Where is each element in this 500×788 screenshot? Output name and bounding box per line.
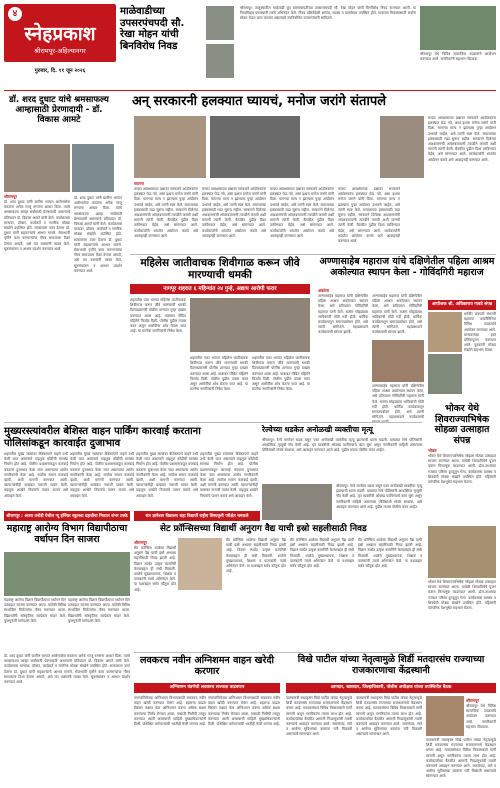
- left-story-headline: डॉ. शरद दुधाट यांचे श्रमसाफल्य आम्हासाठी प्रेरणादायी - डॉ. विकास आमटे: [9, 95, 109, 125]
- lead-story-body-col4: मराठा आरक्षणाच्या प्रश्नावर सरकारने आंदोलकांना हलक्यात घेऊ नये, असा इशारा मनोज जरांगे यांनी दिला. मागण्या मान्य न झाल्यास पुन्हा आंदोलन उभारले जाईल, असे त्यांनी स्पष्ट केले. समाजाच्या हक्कासाठी लढा सुरूच राहील. सरकारने दिलेल्या आश्वासनांची अंमलबजावणी तातडीने करावी अशी मागणी त्यांनी केली. बैठकीत पुढील दिशा ठरविण्यात येईल, असे सांगण्यात आले. कार्यकर्त्यांनी शांततेत आंदोलन करावे असे आवाहनही करण्यात आले.: [338, 187, 400, 244]
- health-headline: महाराष्ट्र आरोग्य विभाग विद्यापीठाचा वर्धापन दिन साजरा: [6, 523, 128, 545]
- railway-body: श्रीरामपूर: रेल्वे मार्गावर धडक बसून एका अनोळखी व्यक्तीचा मृत्यू झाल्याची घटना घडली. याबाबत रेल्वे पोलिसांनी आकस्मिक मृत्यूची नोंद केली आहे. मृत व्यक्तीची ओळख पटविण्याचे काम सुरू असून नागरिकांनी माहिती असल्यास पोलिसांशी संपर्क साधावा, असे आवाहन करण्यात आले आहे. पुढील तपास पोलीस करत आहेत.: [262, 438, 422, 453]
- mid-right-body-col3: अण्णासाहेब महाराज यांनी दक्षिणेतील पहिला आश्रम अकोल्यात स्थापन केला, असे प्रतिपादन गोविंदगिरी महाराज यांनी केले. सत्संग सोहळ्यास भाविकांची मोठी गर्दी होती. धार्मिक कार्यक्रमातून समाजप्रबोधन होते, असे त्यांनी सांगितले. महाप्रसादाने कार्यक्रमाची: [372, 384, 424, 420]
- left-story-dateline: श्रीरामपूर: [4, 194, 17, 199]
- student-body-col3: सेंट फ्रॉन्सिस शाळेचा विद्यार्थी अनुराग वैद्य याची इस्रो अभ्यास सहलीसाठी निवड झाली आहे. विज्ञान स्पर्धेत उत्कृष्ट कामगिरी केल्याबद्दल ही संधी मिळाली. शाळेचे मुख्याध्यापक, शिक्षक व पालकांनी त्याचे अभिनंदन केले. या यशाबद्दल सर्वत्र कौतुक होत आहे.: [290, 538, 354, 569]
- mid-right-photo: [372, 340, 424, 382]
- mid-right-headline: अण्णासाहेब महाराज यांचे दक्षिणेतील पहिला आश्रम अकोल्यात स्थापन केला - गोविंदगिरी महाराज: [319, 256, 495, 278]
- lead-story-body-col5: मराठा आरक्षणाच्या प्रश्नावर सरकारने आंदोलकांना हलक्यात घेऊ नये, असा इशारा मनोज जरांगे यांनी दिला. मागण्या मान्य न झाल्यास पुन्हा आंदोलन उभारले जाईल, असे त्यांनी स्पष्ट केले. समाजाच्या हक्कासाठी लढा सुरूच राहील. सरकारने दिलेल्या आश्वासनांची अंमलबजावणी तातडीने करावी अशी मागणी त्यांनी केली. बैठकीत पुढील दिशा ठरविण्यात येईल, असे सांगण्यात आले. कार्यकर्त्यांनी शांततेत आंदोलन करावे असे आवाहनही करण्यात आले.: [428, 116, 496, 162]
- student-dateline: श्रीरामपूर: [134, 540, 147, 545]
- ear-photo-group: [420, 6, 496, 50]
- health-body-2: महाराष्ट्र आरोग्य विज्ञान विद्यापीठाचा वर्धापन दिन उत्साहात साजरा करण्यात आला. यावेळी विविध स्पर्धांतील विजेत्यांचा गौरव करण्यात आला. विद्यार्थ्यांनी सांस्कृतिक कार्यक्रम सादर केले. कुलगुरूंनी मार्गदर्शन केले.: [68, 598, 130, 623]
- right-column-body: धर्मवीर छत्रपती संभाजी महाराज जयंतीनिमित्त विविध उपक्रमांचे आयोजन करण्यात आले. मान्यवरांच्या हस्ते प्रतिमापूजन करण्यात आले. युवकांनी मोठ्या संख्येने सहभाग घेतला.: [464, 312, 496, 353]
- mid-left-headline: महिलेस जातीवाचक शिवीगाळ करून जीवे मारण्याची धमकी: [140, 257, 300, 282]
- left-story-body: डॉ. शरद दुधाट यांनी ग्रामीण भागात आरोग्यसेवा करताना अनेक गरजू रुग्णांना आधार दिला. त्यांचे श्रमसाफल्य आम्हा सर्वांसाठी प्रेरणादायी असल्याचे प्रतिपादन डॉ. विकास आमटे यांनी केले. कार्यक्रमास मान्यवर, डॉक्टर, कार्यकर्ते व नागरिक मोठ्या संख्येने उपस्थित होते. सत्काराला उत्तर देताना डॉ. दुधाट यांनी सहकाऱ्यांचे आभार मानले. सेवाभावी वृत्तीने काम करणाऱ्यांचा गौरव समाजाला दिशा देणारा असतो, असे मत वक्त्यांनी व्यक्त केले. सूत्रसंचालन व आभार प्रदर्शन करण्यात आले.: [4, 200, 70, 251]
- right-column-bar: आयोजक श्री. अधिकाराय गावडे संपन्न: [428, 300, 496, 310]
- mid-left-body-col1: शहरातील एका भागात महिलेस जातीवाचक शिवीगाळ करून जीवे मारण्याची धमकी दिल्याप्रकरणी पोलीस ठाण्यात गुन्हा दाखल करण्यात आला आहे. याबाबत पीडित महिलेने फिर्याद दिली. पोलीस पुढील तपास करत असून आरोपींचा शोध घेतला जात आहे. या घटनेचा नागरिकांनी निषेध केला.: [130, 298, 186, 334]
- right-column-photo-1: [428, 312, 462, 352]
- shirdi-bar: आमदार, खासदार, जिल्हाधिकारी, पोलीस अधीक्षक यांच्या उपस्थितीत बैठक: [286, 683, 496, 693]
- railway-headline: रेल्वेच्या धडकेत अनोळखी व्यक्तीचा मृत्यू: [262, 425, 373, 434]
- student-headline: सेट फ्रॉन्सिसच्या विद्यार्थी अनुराग वैद्य याची इस्रो सहलीसाठी निवड: [160, 524, 367, 534]
- parking-body-col3: शहरातील मुख्य रस्त्यांवर बेशिस्तपणे वाहने उभी केली जात असल्याने वाहतूक कोंडीची समस्या निर्माण होत आहे. पोलीस प्रशासनाकडून कारवाई करताना दुजाभाव केला जात असल्याचा आरोप नागरिकांनी केला आहे. सर्वांवर समान कारवाई व्हावी, अशी मागणी करण्यात आली. व्यापाऱ्यांनीही याबाबत नाराजी व्यक्त केली. वाहतूक शाखेने नियमांचे पालन करावे असे आवाहन केले.: [136, 452, 198, 498]
- lead-story-body-col1: मराठा आरक्षणाच्या प्रश्नावर सरकारने आंदोलकांना हलक्यात घेऊ नये, असा इशारा मनोज जरांगे यांनी दिला. मागण्या मान्य न झाल्यास पुन्हा आंदोलन उभारले जाईल, असे त्यांनी स्पष्ट केले. समाजाच्या हक्कासाठी लढा सुरूच राहील. सरकारने दिलेल्या आश्वासनांची अंमलबजावणी तातडीने करावी अशी मागणी त्यांनी केली. बैठकीत पुढील दिशा ठरविण्यात येईल, असे सांगण्यात आले. कार्यकर्त्यांनी शांततेत आंदोलन करावे असे आवाहनही करण्यात आले.: [134, 187, 198, 238]
- ear-photo-1: [206, 6, 234, 40]
- page-number-badge: ४: [8, 7, 22, 21]
- lead-story-photo-1: [134, 116, 206, 178]
- fire-body-col1: नगरपालिकेच्या अग्निशमन विभागासाठी लवकरच नवीन वाहन खरेदी करण्यात येणार आहे. शहराचा वाढता विस्तार लक्षात घेता अग्निशमन यंत्रणा अधिक सक्षम करण्याचा निर्णय घेण्यात आला. यासाठी निधीची तरतूद करण्यात आली असल्याची माहिती मुख्याधिकाऱ्यांनी दिली. प्रशिक्षित कर्मचाऱ्यांची भरतीही केली जाणार आहे.: [134, 696, 206, 727]
- student-body-col2: सेंट फ्रॉन्सिस शाळेचा विद्यार्थी अनुराग वैद्य याची इस्रो अभ्यास सहलीसाठी निवड झाली आहे. विज्ञान स्पर्धेत उत्कृष्ट कामगिरी केल्याबद्दल ही संधी मिळाली. शाळेचे मुख्याध्यापक, शिक्षक व पालकांनी त्याचे अभिनंदन केले. या यशाबद्दल सर्वत्र कौतुक होत आहे.: [226, 538, 286, 574]
- masthead-title: स्नेहप्रकाश: [24, 23, 96, 45]
- small-notice-heading: श्रीरामपूर: [466, 698, 479, 703]
- mid-right-body-col1: अण्णासाहेब महाराज यांनी दक्षिणेतील पहिला आश्रम अकोल्यात स्थापन केला, असे प्रतिपादन गोविंदगिरी महाराज यांनी केले. सत्संग सोहळ्यास भाविकांची मोठी गर्दी होती. धार्मिक कार्यक्रमातून समाजप्रबोधन होते, असे त्यांनी सांगितले. महाप्रसादाने कार्यक्रमाची सांगता झाली.: [318, 294, 368, 335]
- shirdi-body-col3: पालकमंत्री राधाकृष्ण विखे पाटील यांच्या नेतृत्वामुळे शिर्डी मतदारसंघ राज्याच्या राजकारणाचे केंद्रस्थान बनला आहे. मतदारसंघात विविध विकासकामे मार्गी लागली असून नागरिकांना त्याचा लाभ होत आहे. कार्यकर्त्यांच्या बैठकीत आगामी निवडणुकांची तयारी करण्याचे आवाहन करण्यात आले. जलसंपदा, रस्ते व आरोग्य सुविधांच्या कामांना गती मिळाली असल्याचे सांगण्यात आले.: [426, 738, 496, 779]
- right-column-body-3: भोकर येथे शिवराज्याभिषेक सोहळा मोठ्या उत्साहात साजरा करण्यात आला. यावेळी शिवप्रतिमेचे पूजन करून मिरवणूक काढण्यात आली. ढोल-ताशांच्या गजरात परिसर दुमदुमून गेला. कार्यक्रमास ग्रामस्थ व शिवप्रेमी मोठ्या संख्येने उपस्थित होते. महिलांनी पारंपरिक वेशभूषेत सहभाग घेतला.: [428, 580, 496, 611]
- parking-body-col2: शहरातील मुख्य रस्त्यांवर बेशिस्तपणे वाहने उभी केली जात असल्याने वाहतूक कोंडीची समस्या निर्माण होत आहे. पोलीस प्रशासनाकडून कारवाई करताना दुजाभाव केला जात असल्याचा आरोप नागरिकांनी केला आहे. सर्वांवर समान कारवाई व्हावी, अशी मागणी करण्यात आली. व्यापाऱ्यांनीही याबाबत नाराजी व्यक्त केली. वाहतूक शाखेने नियमांचे पालन करावे असे आवाहन केले.: [70, 452, 134, 498]
- ear-photo-2: [206, 44, 234, 78]
- mid-left-body-col2: शहरातील एका भागात महिलेस जातीवाचक शिवीगाळ करून जीवे मारण्याची धमकी दिल्याप्रकरणी पोलीस ठाण्यात गुन्हा दाखल करण्यात आला आहे. याबाबत पीडित महिलेने फिर्याद दिली. पोलीस पुढील तपास करत असून आरोपींचा शोध घेतला जात आहे. या घटनेचा नागरिकांनी निषेध केला.: [190, 356, 248, 392]
- lead-story-photo-3: [380, 116, 424, 178]
- health-photo: [4, 552, 130, 596]
- mid-right-body-col2: अण्णासाहेब महाराज यांनी दक्षिणेतील पहिला आश्रम अकोल्यात स्थापन केला, असे प्रतिपादन गोविंदगिरी महाराज यांनी केले. सत्संग सोहळ्यास भाविकांची मोठी गर्दी होती. धार्मिक कार्यक्रमातून समाजप्रबोधन होते, असे त्यांनी सांगितले. महाप्रसादाने कार्यक्रमाची सांगता झाली.: [372, 294, 422, 335]
- right-column-photo-2: [428, 354, 462, 394]
- mid-left-photo: [190, 298, 310, 352]
- ear-headline: माळेवाडीच्या उपसरपंचपदी सौ. रेखा मोहन यांची बिनविरोध निवड: [120, 6, 185, 52]
- left-story-photo-2: [72, 144, 114, 192]
- student-body-col1: सेंट फ्रॉन्सिस शाळेचा विद्यार्थी अनुराग वैद्य याची इस्रो अभ्यास सहलीसाठी निवड झाली आहे. विज्ञान स्पर्धेत उत्कृष्ट कामगिरी केल्याबद्दल ही संधी मिळाली. शाळेचे मुख्याध्यापक, शिक्षक व पालकांनी त्याचे अभिनंदन केले. या यशाबद्दल सर्वत्र कौतुक होत आहे.: [134, 546, 176, 592]
- left-story-photo: [4, 144, 70, 192]
- student-photo: [178, 538, 222, 590]
- masthead-subtitle: श्रीरामपूर-अहिल्यानगर: [34, 47, 86, 55]
- fire-headline: लवकरच नवीन अग्निशमन वाहन खरेदी करणार: [139, 655, 275, 678]
- school-bar: श्रीरामपूर : अजय वनोंडी येथील न्यू इंग्लिश स्कूलचा दहावीचा निकाल शंभर टक्के: [4, 511, 130, 521]
- divider-bottom: [134, 652, 422, 653]
- railway-photo: [262, 484, 332, 520]
- divider-top: [4, 90, 496, 91]
- right-column-photo-3: [428, 526, 496, 578]
- mid-left-body-col3: शहरातील एका भागात महिलेस जातीवाचक शिवीगाळ करून जीवे मारण्याची धमकी दिल्याप्रकरणी पोलीस ठाण्यात गुन्हा दाखल करण्यात आला आहे. याबाबत पीडित महिलेने फिर्याद दिली. पोलीस पुढील तपास करत असून आरोपींचा शोध घेतला जात आहे. या घटनेचा नागरिकांनी निषेध केला.: [252, 356, 310, 392]
- lead-story-headline: अन् सरकारनी हलक्यात घ्यायचं, मनोज जरांगे संतापले: [132, 94, 387, 109]
- railway-body-2: श्रीरामपूर: रेल्वे मार्गावर धडक बसून एका अनोळखी व्यक्तीचा मृत्यू झाल्याची घटना घडली. याबाबत रेल्वे पोलिसांनी आकस्मिक मृत्यूची नोंद केली आहे. मृत व्यक्तीची ओळख पटविण्याचे काम सुरू असून नागरिकांनी माहिती असल्यास पोलिसांशी संपर्क साधावा, असे आवाहन करण्यात आले आहे. पुढील तपास पोलीस करत आहेत.: [336, 484, 422, 509]
- lead-story-tag: जालना: [134, 181, 144, 186]
- ear-body: श्रीरामपूर: तालुक्यातील माळेवाडी ग्रुप ग्रामपंचायतीच्या उपसरपंचपदी सौ. रेखा मोहन यांची बिनविरोध निवड करण्यात आली. या निवडीबद्दल ग्रामस्थांनी त्यांचे अभिनंदन केले. निवड प्रक्रियेवेळी सरपंच, सदस्य व ग्रामसेवक उपस्थित होते. गावाच्या विकासासाठी सर्वांना सोबत घेऊन काम करणार असल्याचे नवनिर्वाचित उपसरपंचांनी सांगितले.: [240, 6, 416, 21]
- date-line: गुरुवार, दि. ११ जून २०२६: [34, 68, 86, 74]
- fire-bar: अग्निशमन यंत्रणेची लवकरच सज्जता वाढवणार: [134, 683, 280, 693]
- parking-body-col4: शहरातील मुख्य रस्त्यांवर बेशिस्तपणे वाहने उभी केली जात असल्याने वाहतूक कोंडीची समस्या निर्माण होत आहे. पोलीस प्रशासनाकडून कारवाई करताना दुजाभाव केला जात असल्याचा आरोप नागरिकांनी केला आहे. सर्वांवर समान कारवाई व्हावी, अशी मागणी करण्यात आली. व्यापाऱ्यांनीही याबाबत नाराजी व्यक्त केली. वाहतूक शाखेने नियमांचे पालन करावे असे आवाहन केले.: [200, 452, 258, 498]
- right-column-headline: भोकर येथे शिवराज्याभिषेक सोहळा उत्साहात संपन्न: [434, 403, 490, 446]
- fire-body-col2: नगरपालिकेच्या अग्निशमन विभागासाठी लवकरच नवीन वाहन खरेदी करण्यात येणार आहे. शहराचा वाढता विस्तार लक्षात घेता अग्निशमन यंत्रणा अधिक सक्षम करण्याचा निर्णय घेण्यात आला. यासाठी निधीची तरतूद करण्यात आली असल्याची माहिती मुख्याधिकाऱ्यांनी दिली. प्रशिक्षित कर्मचाऱ्यांची भरतीही केली जाणार आहे.: [208, 696, 280, 727]
- parking-body-col1: शहरातील मुख्य रस्त्यांवर बेशिस्तपणे वाहने उभी केली जात असल्याने वाहतूक कोंडीची समस्या निर्माण होत आहे. पोलीस प्रशासनाकडून कारवाई करताना दुजाभाव केला जात असल्याचा आरोप नागरिकांनी केला आहे. सर्वांवर समान कारवाई व्हावी, अशी मागणी करण्यात आली. व्यापाऱ्यांनीही याबाबत नाराजी व्यक्त केली. वाहतूक शाखेने नियमांचे पालन करावे असे आवाहन केले.: [4, 452, 68, 498]
- health-body: महाराष्ट्र आरोग्य विज्ञान विद्यापीठाचा वर्धापन दिन उत्साहात साजरा करण्यात आला. यावेळी विविध स्पर्धांतील विजेत्यांचा गौरव करण्यात आला. विद्यार्थ्यांनी सांस्कृतिक कार्यक्रम सादर केले. कुलगुरूंनी मार्गदर्शन केले.: [4, 598, 66, 623]
- lead-story-photo-2: [210, 116, 300, 178]
- health-body-3: डॉ. शरद दुधाट यांनी ग्रामीण भागात आरोग्यसेवा करताना अनेक गरजू रुग्णांना आधार दिला. त्यांचे श्रमसाफल्य आम्हा सर्वांसाठी प्रेरणादायी असल्याचे प्रतिपादन डॉ. विकास आमटे यांनी केले. कार्यक्रमास मान्यवर, डॉक्टर, कार्यकर्ते व नागरिक मोठ्या संख्येने उपस्थित होते. सत्काराला उत्तर देताना डॉ. दुधाट यांनी सहकाऱ्यांचे आभार मानले. सेवाभावी वृत्तीने काम करणाऱ्यांचा गौरव समाजाला दिशा देणारा असतो, असे मत वक्त्यांनी व्यक्त केले. सूत्रसंचालन व आभार प्रदर्शन करण्यात आले.: [4, 654, 130, 685]
- shirdi-body-col1: पालकमंत्री राधाकृष्ण विखे पाटील यांच्या नेतृत्वामुळे शिर्डी मतदारसंघ राज्याच्या राजकारणाचे केंद्रस्थान बनला आहे. मतदारसंघात विविध विकासकामे मार्गी लागली असून नागरिकांना त्याचा लाभ होत आहे. कार्यकर्त्यांच्या बैठकीत आगामी निवडणुकांची तयारी करण्याचे आवाहन करण्यात आले. जलसंपदा, रस्ते व आरोग्य सुविधांच्या कामांना गती मिळाली असल्याचे सांगण्यात आले.: [286, 696, 352, 737]
- parking-headline: मुख्यरस्त्यांवरील बेशिस्त वाहन पार्किंग कारवाई करताना पोलिसांकडून कारवाईत दुजाभाव: [4, 426, 201, 449]
- shirdi-body-col2: पालकमंत्री राधाकृष्ण विखे पाटील यांच्या नेतृत्वामुळे शिर्डी मतदारसंघ राज्याच्या राजकारणाचे केंद्रस्थान बनला आहे. मतदारसंघात विविध विकासकामे मार्गी लागली असून नागरिकांना त्याचा लाभ होत आहे. कार्यकर्त्यांच्या बैठकीत आगामी निवडणुकांची तयारी करण्याचे आवाहन करण्यात आले. जलसंपदा, रस्ते व आरोग्य सुविधांच्या कामांना गती मिळाली असल्याचे सांगण्यात आले.: [356, 696, 422, 737]
- lead-story-body-col3: मराठा आरक्षणाच्या प्रश्नावर सरकारने आंदोलकांना हलक्यात घेऊ नये, असा इशारा मनोज जरांगे यांनी दिला. मागण्या मान्य न झाल्यास पुन्हा आंदोलन उभारले जाईल, असे त्यांनी स्पष्ट केले. समाजाच्या हक्कासाठी लढा सुरूच राहील. सरकारने दिलेल्या आश्वासनांची अंमलबजावणी तातडीने करावी अशी मागणी त्यांनी केली. बैठकीत पुढील दिशा ठरविण्यात येईल, असे सांगण्यात आले. कार्यकर्त्यांनी शांततेत आंदोलन करावे असे आवाहनही करण्यात आले.: [270, 187, 334, 238]
- shirdi-headline: विखे पाटील यांच्या नेतृत्वामुळे शिर्डी मतदारसंघ राज्याच्या राजकारणाचा केंद्रस्थानी: [297, 654, 485, 676]
- mid-right-dateline: अकोला: [318, 288, 329, 293]
- right-column-body-2: भोकर येथे शिवराज्याभिषेक सोहळा मोठ्या उत्साहात साजरा करण्यात आला. यावेळी शिवप्रतिमेचे पूजन करून मिरवणूक काढण्यात आली. ढोल-ताशांच्या गजरात परिसर दुमदुमून गेला. कार्यक्रमास ग्रामस्थ व शिवप्रेमी मोठ्या संख्येने उपस्थित होते. महिलांनी पारंपरिक वेशभूषेत सहभाग घेतला.: [428, 454, 496, 485]
- shirdi-photo: [426, 696, 464, 736]
- masthead: [4, 4, 116, 84]
- scholar-bar: संत ज्ञानेश्वर विद्यालय सहा विद्यार्थी राष्ट्रीय शिष्यवृत्ती परीक्षेत चमकले: [134, 511, 260, 521]
- ear-body-2: श्रीरामपूर येथे विविध सामाजिक उपक्रमांचे आयोजन करण्यात आले. नागरिकांनी सहभाग नोंदवावा.: [420, 52, 496, 62]
- student-body-col4: सेंट फ्रॉन्सिस शाळेचा विद्यार्थी अनुराग वैद्य याची इस्रो अभ्यास सहलीसाठी निवड झाली आहे. विज्ञान स्पर्धेत उत्कृष्ट कामगिरी केल्याबद्दल ही संधी मिळाली. शाळेचे मुख्याध्यापक, शिक्षक व पालकांनी त्याचे अभिनंदन केले. या यशाबद्दल सर्वत्र कौतुक होत आहे.: [358, 538, 422, 569]
- right-column-dateline: भोकर: [428, 448, 437, 453]
- mid-left-subhead: नागपूर शहरात ६ महिन्यांत २४ गुन्हे, अद्याप आरोपी फरार: [130, 284, 310, 294]
- left-story-body-col2: डॉ. शरद दुधाट यांनी ग्रामीण भागात आरोग्यसेवा करताना अनेक गरजू रुग्णांना आधार दिला. त्यांचे श्रमसाफल्य आम्हा सर्वांसाठी प्रेरणादायी असल्याचे प्रतिपादन डॉ. विकास आमटे यांनी केले. कार्यक्रमास मान्यवर, डॉक्टर, कार्यकर्ते व नागरिक मोठ्या संख्येने उपस्थित होते. सत्काराला उत्तर देताना डॉ. दुधाट यांनी सहकाऱ्यांचे आभार मानले. सेवाभावी वृत्तीने काम करणाऱ्यांचा गौरव समाजाला दिशा देणारा असतो, असे मत वक्त्यांनी व्यक्त केले. सूत्रसंचालन व आभार प्रदर्शन करण्यात आले.: [74, 196, 122, 273]
- divider-parking: [4, 422, 422, 423]
- divider-lead: [130, 254, 496, 255]
- lead-story-body-col2: मराठा आरक्षणाच्या प्रश्नावर सरकारने आंदोलकांना हलक्यात घेऊ नये, असा इशारा मनोज जरांगे यांनी दिला. मागण्या मान्य न झाल्यास पुन्हा आंदोलन उभारले जाईल, असे त्यांनी स्पष्ट केले. समाजाच्या हक्कासाठी लढा सुरूच राहील. सरकारने दिलेल्या आश्वासनांची अंमलबजावणी तातडीने करावी अशी मागणी त्यांनी केली. बैठकीत पुढील दिशा ठरविण्यात येईल, असे सांगण्यात आले. कार्यकर्त्यांनी शांततेत आंदोलन करावे असे आवाहनही करण्यात आले.: [202, 187, 266, 238]
- small-notice-body: श्रीरामपूर येथे विविध सामाजिक उपक्रमांचे आयोजन करण्यात आले. नागरिकांनी सहभाग नोंदवावा.: [466, 704, 496, 729]
